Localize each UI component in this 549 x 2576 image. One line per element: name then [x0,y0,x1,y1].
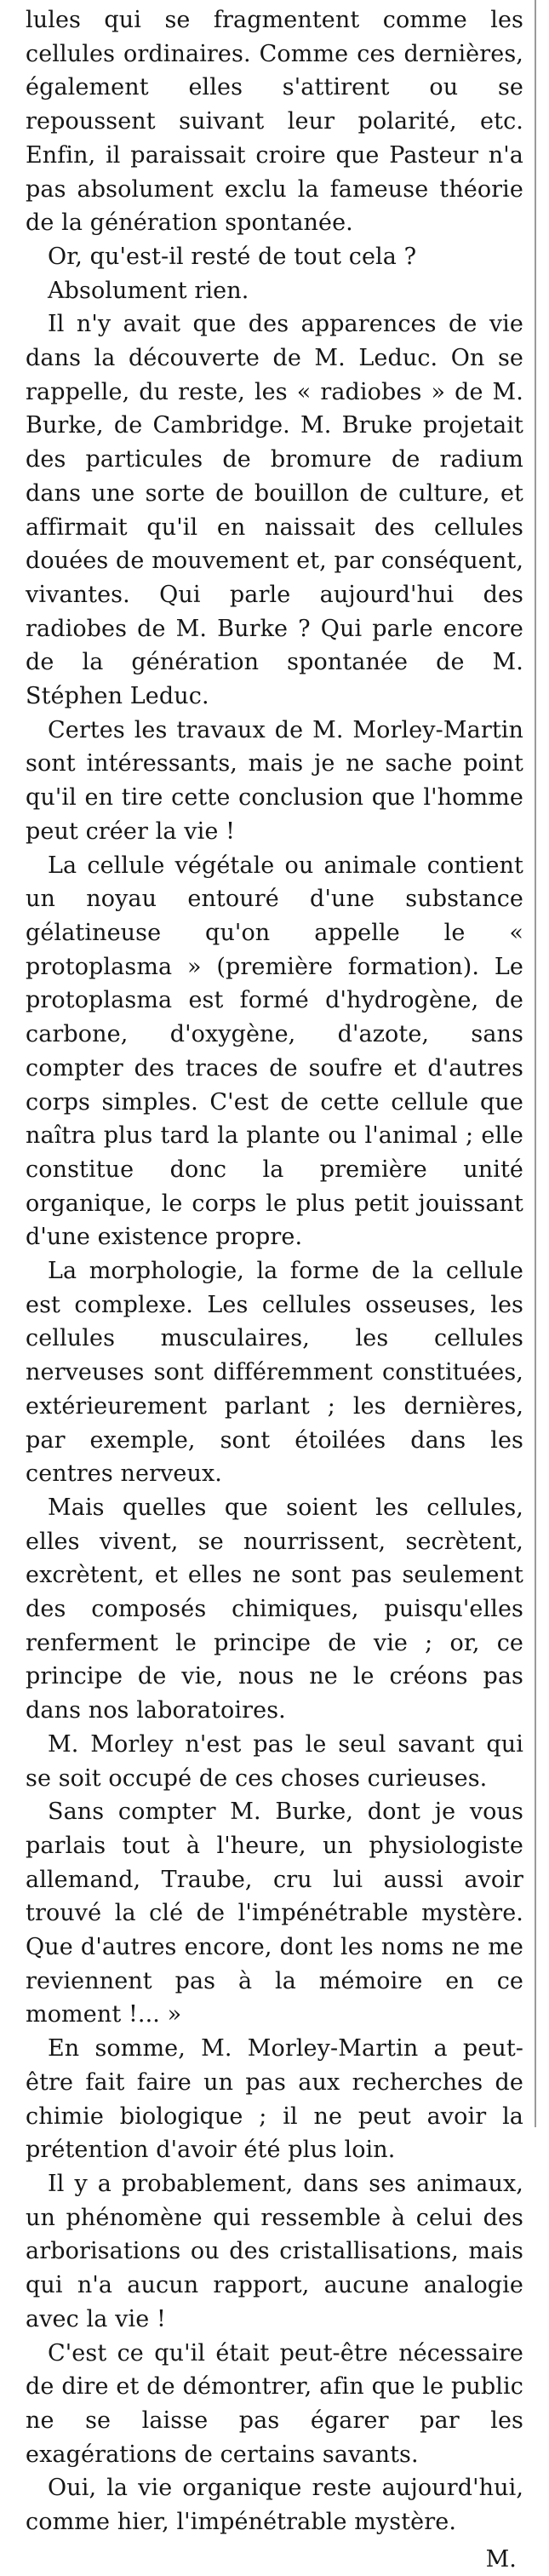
paragraph-morphologie: La morphologie, la forme de la cellule est complexe. Les cellules osseuses, les cellules musculaires, les cellules nerveuses sont différemment constituées, extérieurement parlant ; les dernières, par exemple, sont étoilées dans les centres nerveux. [26,1258,523,1488]
article-column [26,3,523,2576]
paragraph-conclusion: Oui, la vie organique reste aujourd'hui, comme hier, l'impénétrable mystère. [26,2475,523,2536]
paragraph-continuation: lules qui se fragmentent comme les cellules ordinaires. Comme ces dernières, également elles s'attirent ou se repoussent suivant leur polarité, etc. Enfin, il paraissait croire que Pasteur n'a pas absolument exclu la fameuse théorie de la génération spontanée. [26,7,523,237]
paragraph-principe-de-vie: Mais quelles que soient les cellules, elles vivent, se nourrissent, secrètent, excrètent, et elles ne sont pas seulement des composés chimiques, puisqu'elles renferment le principe de vie ; or, ce principe de vie, nous ne le créons pas dans nos laboratoires. [26,1494,523,1724]
paragraph-question: Or, qu'est-il resté de tout cela ? [48,243,417,270]
paragraph-cellule: La cellule végétale ou animale contient un noyau entouré d'une substance gélatineuse qu'on appelle le « protoplasma » (première formation). Le protoplasma est formé d'hydrogène, de carbone, d'oxygène, d'azote, sans compter des traces de soufre et d'autres corps simples. C'est de cette cellule que naîtra plus tard la plante ou l'animal ; elle constitue donc la première unité organique, le corps le plus petit jouissant d'une existence propre. [26,852,523,1251]
paragraph-autres-savants: M. Morley n'est pas le seul savant qui se soit occupé de ces choses curieuses. [26,1730,523,1792]
paragraph-en-somme: En somme, M. Morley-Martin a peut-être fait faire un pas aux recherches de chimie biologique ; il ne peut avoir la prétention d'avoir été plus loin. [26,2035,523,2164]
author-signature: M. [485,2545,517,2573]
paragraph-leduc-burke: Il n'y avait que des apparences de vie dans la découverte de M. Leduc. On se rappelle, du reste, les « radiobes » de M. Burke, de Cambridge. M. Bruke projetait des particules de bromure de radium dans une sorte de bouillon de culture, et affirmait qu'il en naissait des cellules douées de mouvement et, par conséquent, vivantes. Qui parle aujourd'hui des radiobes de M. Burke ? Qui parle encore de la génération spontanée de M. Stéphen Leduc. [26,311,523,710]
paragraph-traube: Sans compter M. Burke, dont je vous parlais tout à l'heure, un physiologiste allemand, Traube, cru lui aussi avoir trouvé la clé de l'impénétrable mystère. Que d'autres encore, dont les noms ne me reviennent pas à la mémoire en ce moment !... » [26,1799,523,2028]
paragraph-phenomene: Il y a probablement, dans ses animaux, un phénomène qui ressemble à celui des arborisations ou des cristallisations, mais qui n'a aucun rapport, aucune analogie avec la vie ! [26,2171,523,2332]
paragraph-morley-martin: Certes les travaux de M. Morley-Martin sont intéressants, mais je ne sache point qu'il en tire cette conclusion que l'homme peut créer la vie ! [26,716,523,845]
column-rule [535,0,536,2127]
paragraph-necessaire: C'est ce qu'il était peut-être nécessaire de dire et de démontrer, afin que le public ne se laisse pas égarer par les exagérations de certains savants. [26,2339,523,2468]
paragraph-answer: Absolument rien. [48,277,249,304]
